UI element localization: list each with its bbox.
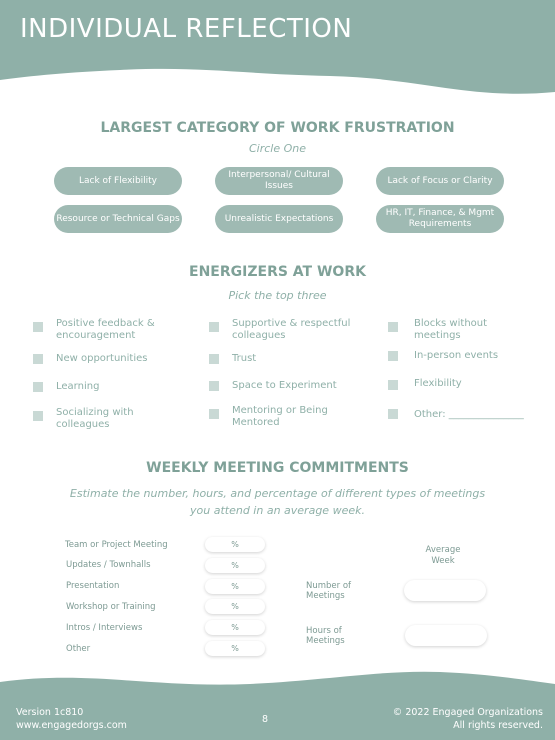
meeting-type-label: Presentation (66, 581, 120, 591)
energizer-label: Space to Experiment (232, 380, 337, 391)
energizer-label: Trust (232, 353, 257, 364)
hours-of-meetings-input[interactable] (405, 625, 487, 646)
energizer-checkbox[interactable] (33, 382, 43, 392)
energizers-subtitle: Pick the top three (228, 289, 327, 302)
meeting-percent-input[interactable]: % (205, 641, 265, 656)
frustration-option-lack-of-focus[interactable]: Lack of Focus or Clarity (376, 167, 504, 195)
energizer-label: Learning (56, 381, 100, 392)
meeting-percent-input[interactable]: % (205, 599, 265, 614)
meetings-subtitle-line1: Estimate the number, hours, and percentage of different types of meetings (69, 487, 486, 500)
meeting-percent-input[interactable]: % (205, 579, 265, 594)
meetings-subtitle-line2: you attend in an average week. (190, 504, 365, 517)
energizer-label: Flexibility (414, 378, 462, 389)
energizer-checkbox[interactable] (209, 354, 219, 364)
energizer-label: Socializing with colleagues (56, 407, 134, 430)
energizer-checkbox[interactable] (388, 409, 398, 419)
energizer-label: Positive feedback & encouragement (56, 318, 155, 341)
energizer-label: Supportive & respectful colleagues (232, 318, 351, 341)
number-of-meetings-label: Number of Meetings (306, 581, 352, 601)
meeting-type-label: Team or Project Meeting (65, 540, 168, 550)
meeting-type-label: Updates / Townhalls (66, 560, 151, 570)
meeting-type-label: Other (66, 644, 91, 654)
energizer-label: New opportunities (56, 353, 148, 364)
footer-version: Version 1c810 (16, 707, 84, 718)
energizer-label: In-person events (414, 350, 499, 361)
energizer-label: Mentoring or Being Mentored (232, 405, 328, 428)
energizer-checkbox[interactable] (33, 354, 43, 364)
meeting-percent-input[interactable]: % (205, 558, 265, 573)
meeting-percent-input[interactable]: % (205, 537, 265, 552)
frustration-option-unrealistic-expectations[interactable]: Unrealistic Expectations (215, 205, 343, 233)
energizer-checkbox[interactable] (33, 322, 43, 332)
energizer-checkbox[interactable] (33, 411, 43, 421)
page-title: INDIVIDUAL REFLECTION (20, 14, 353, 44)
average-week-label: Average Week (425, 545, 461, 566)
page-number: 8 (262, 714, 269, 725)
frustration-option-resource-gaps[interactable]: Resource or Technical Gaps (54, 205, 182, 233)
footer-copyright: © 2022 Engaged Organizations (392, 707, 543, 718)
energizer-checkbox[interactable] (388, 380, 398, 390)
footer-website[interactable]: www.engagedorgs.com (16, 720, 127, 731)
footer-rights: All rights reserved. (453, 720, 543, 731)
energizer-other-label: Other: _______________ (414, 409, 524, 420)
energizer-checkbox[interactable] (209, 409, 219, 419)
energizers-title: ENERGIZERS AT WORK (189, 264, 366, 280)
energizer-checkbox[interactable] (388, 322, 398, 332)
number-of-meetings-input[interactable] (404, 580, 486, 601)
frustration-option-hr-it-finance[interactable]: HR, IT, Finance, & Mgmt Requirements (376, 205, 504, 233)
meeting-percent-input[interactable]: % (205, 620, 265, 635)
frustration-option-interpersonal-cultural[interactable]: Interpersonal/ Cultural Issues (215, 167, 343, 195)
energizer-checkbox[interactable] (209, 381, 219, 391)
energizer-checkbox[interactable] (388, 351, 398, 361)
frustration-option-lack-of-flexibility[interactable]: Lack of Flexibility (54, 167, 182, 195)
meetings-title: WEEKLY MEETING COMMITMENTS (146, 460, 409, 476)
frustration-title: LARGEST CATEGORY OF WORK FRUSTRATION (100, 120, 455, 136)
meeting-type-label: Intros / Interviews (66, 623, 143, 633)
energizer-label: Blocks without meetings (414, 318, 488, 341)
frustration-subtitle: Circle One (248, 142, 307, 155)
hours-of-meetings-label: Hours of Meetings (306, 626, 345, 646)
meeting-type-label: Workshop or Training (66, 602, 156, 612)
energizer-checkbox[interactable] (209, 322, 219, 332)
